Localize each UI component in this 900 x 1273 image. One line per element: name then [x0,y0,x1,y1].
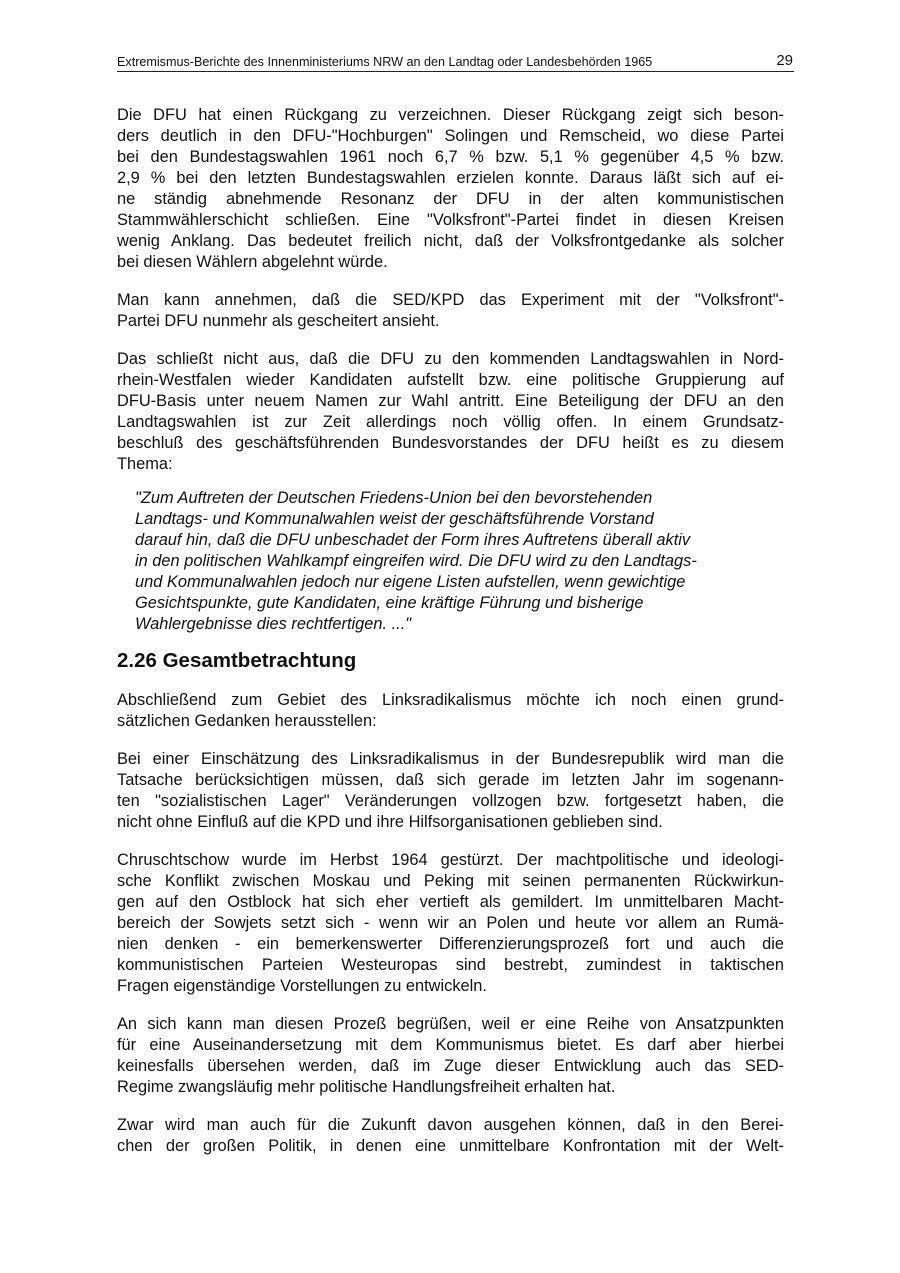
quote-line: "Zum Auftreten der Deutschen Friedens-Union bei den bevorstehenden [135,489,653,507]
text-line: Das schließt nicht aus, daß die DFU zu den kommenden Landtagswahlen in Nord- [117,350,784,368]
text-line: ten "sozialistischen Lager" Veränderungen vollzogen bzw. fortgesetzt haben, die [117,792,784,810]
paragraph [117,749,784,833]
text-line: sche Konflikt zwischen Moskau und Peking mit seinen permanenten Rückwirkun- [117,872,784,890]
paragraph [117,290,784,332]
text-line: bei den Bundestagswahlen 1961 noch 6,7 % bzw. 5,1 % gegenüber 4,5 % bzw. [117,148,784,166]
quote-line: und Kommunalwahlen jedoch nur eigene Listen aufstellen, wenn gewichtige [135,573,686,591]
text-line: wenig Anklang. Das bedeutet freilich nicht, daß der Volksfrontgedanke als solcher [117,232,784,250]
text-line: nicht ohne Einfluß auf die KPD und ihre Hilfsorganisationen geblieben sind. [117,813,663,831]
text-line: An sich kann man diesen Prozeß begrüßen, weil er eine Reihe von Ansatzpunkten [117,1015,784,1033]
text-line: rhein-Westfalen wieder Kandidaten aufstellt bzw. eine politische Gruppierung auf [117,371,784,389]
paragraph [117,105,784,273]
paragraph [117,1014,784,1098]
text-line: kommunistischen Parteien Westeuropas sind bestrebt, zumindest in taktischen [117,956,784,974]
section-heading: 2.26 Gesamtbetrachtung [117,649,357,672]
text-line: bereich der Sowjets setzt sich - wenn wir an Polen und heute vor allem an Rumä- [117,914,784,932]
paragraph [117,690,784,732]
block-quote [117,488,758,635]
quote-line: darauf hin, daß die DFU unbeschadet der Form ihres Auftretens überall aktiv [135,531,691,549]
text-line: Man kann annehmen, daß die SED/KPD das Experiment mit der "Volksfront"- [117,291,784,309]
text-line: 2,9 % bei den letzten Bundestagswahlen erzielen konnte. Daraus läßt sich auf ei- [117,169,784,187]
quote-line: Landtags- und Kommunalwahlen weist der geschäftsführende Vorstand [135,510,654,528]
page-header [117,52,794,72]
text-line: Die DFU hat einen Rückgang zu verzeichnen. Dieser Rückgang zeigt sich beson- [117,106,784,124]
text-line: Chruschtschow wurde im Herbst 1964 gestürzt. Der machtpolitische und ideologi- [117,851,784,869]
text-line: sätzlichen Gedanken herausstellen: [117,712,377,730]
quote-line: Gesichtspunkte, gute Kandidaten, eine kräftige Führung und bisherige [135,594,644,612]
text-line: Stammwählerschicht schließen. Eine "Volksfront"-Partei findet in diesen Kreisen [117,211,784,229]
quote-line: in den politischen Wahlkampf eingreifen wird. Die DFU wird zu den Landtags- [135,552,697,570]
text-line: Bei einer Einschätzung des Linksradikalismus in der Bundesrepublik wird man die [117,750,784,768]
text-line: ders deutlich in den DFU-"Hochburgen" Solingen und Remscheid, wo diese Partei [117,127,784,145]
text-line: nien denken - ein bemerkenswerter Differenzierungsprozeß fort und auch die [117,935,784,953]
text-line: ne ständig abnehmende Resonanz der DFU in der alten kommunistischen [117,190,784,208]
paragraph [117,850,784,997]
text-line: bei diesen Wählern abgelehnt würde. [117,253,388,271]
page-body [117,105,784,1157]
text-line: gen auf den Ostblock hat sich eher vertieft als gemildert. Im unmittelbaren Macht- [117,893,784,911]
quote-line: Wahlergebnisse dies rechtfertigen. ..." [135,615,412,633]
text-line: Tatsache berücksichtigen müssen, daß sich gerade im letzten Jahr im sogenann- [117,771,784,789]
text-line: beschluß des geschäftsführenden Bundesvorstandes der DFU heißt es zu diesem [117,434,784,452]
paragraph [117,1115,784,1157]
text-line: Abschließend zum Gebiet des Linksradikalismus möchte ich noch einen grund- [117,691,784,709]
text-line: Thema: [117,455,173,473]
text-line: chen der großen Politik, in denen eine unmittelbare Konfrontation mit der Welt- [117,1137,784,1155]
text-line: keinesfalls übersehen werden, daß im Zuge dieser Entwicklung auch das SED- [117,1057,784,1075]
text-line: Landtagswahlen ist zur Zeit allerdings noch völlig offen. In einem Grundsatz- [117,413,784,431]
text-line: Fragen eigenständige Vorstellungen zu entwickeln. [117,977,487,995]
text-line: Zwar wird man auch für die Zukunft davon ausgehen können, daß in den Berei- [117,1116,784,1134]
paragraph [117,349,784,475]
header-title: Extremismus-Berichte des Innenministeriums NRW an den Landtag oder Landesbehörden 1965 [117,55,653,69]
text-line: für eine Auseinandersetzung mit dem Kommunismus bietet. Es darf aber hierbei [117,1036,784,1054]
text-line: DFU-Basis unter neuem Namen zur Wahl antritt. Eine Beteiligung der DFU an den [117,392,784,410]
page-number: 29 [776,52,793,69]
text-line: Partei DFU nunmehr als gescheitert ansieht. [117,312,440,330]
text-line: Regime zwangsläufig mehr politische Handlungsfreiheit erhalten hat. [117,1078,616,1096]
